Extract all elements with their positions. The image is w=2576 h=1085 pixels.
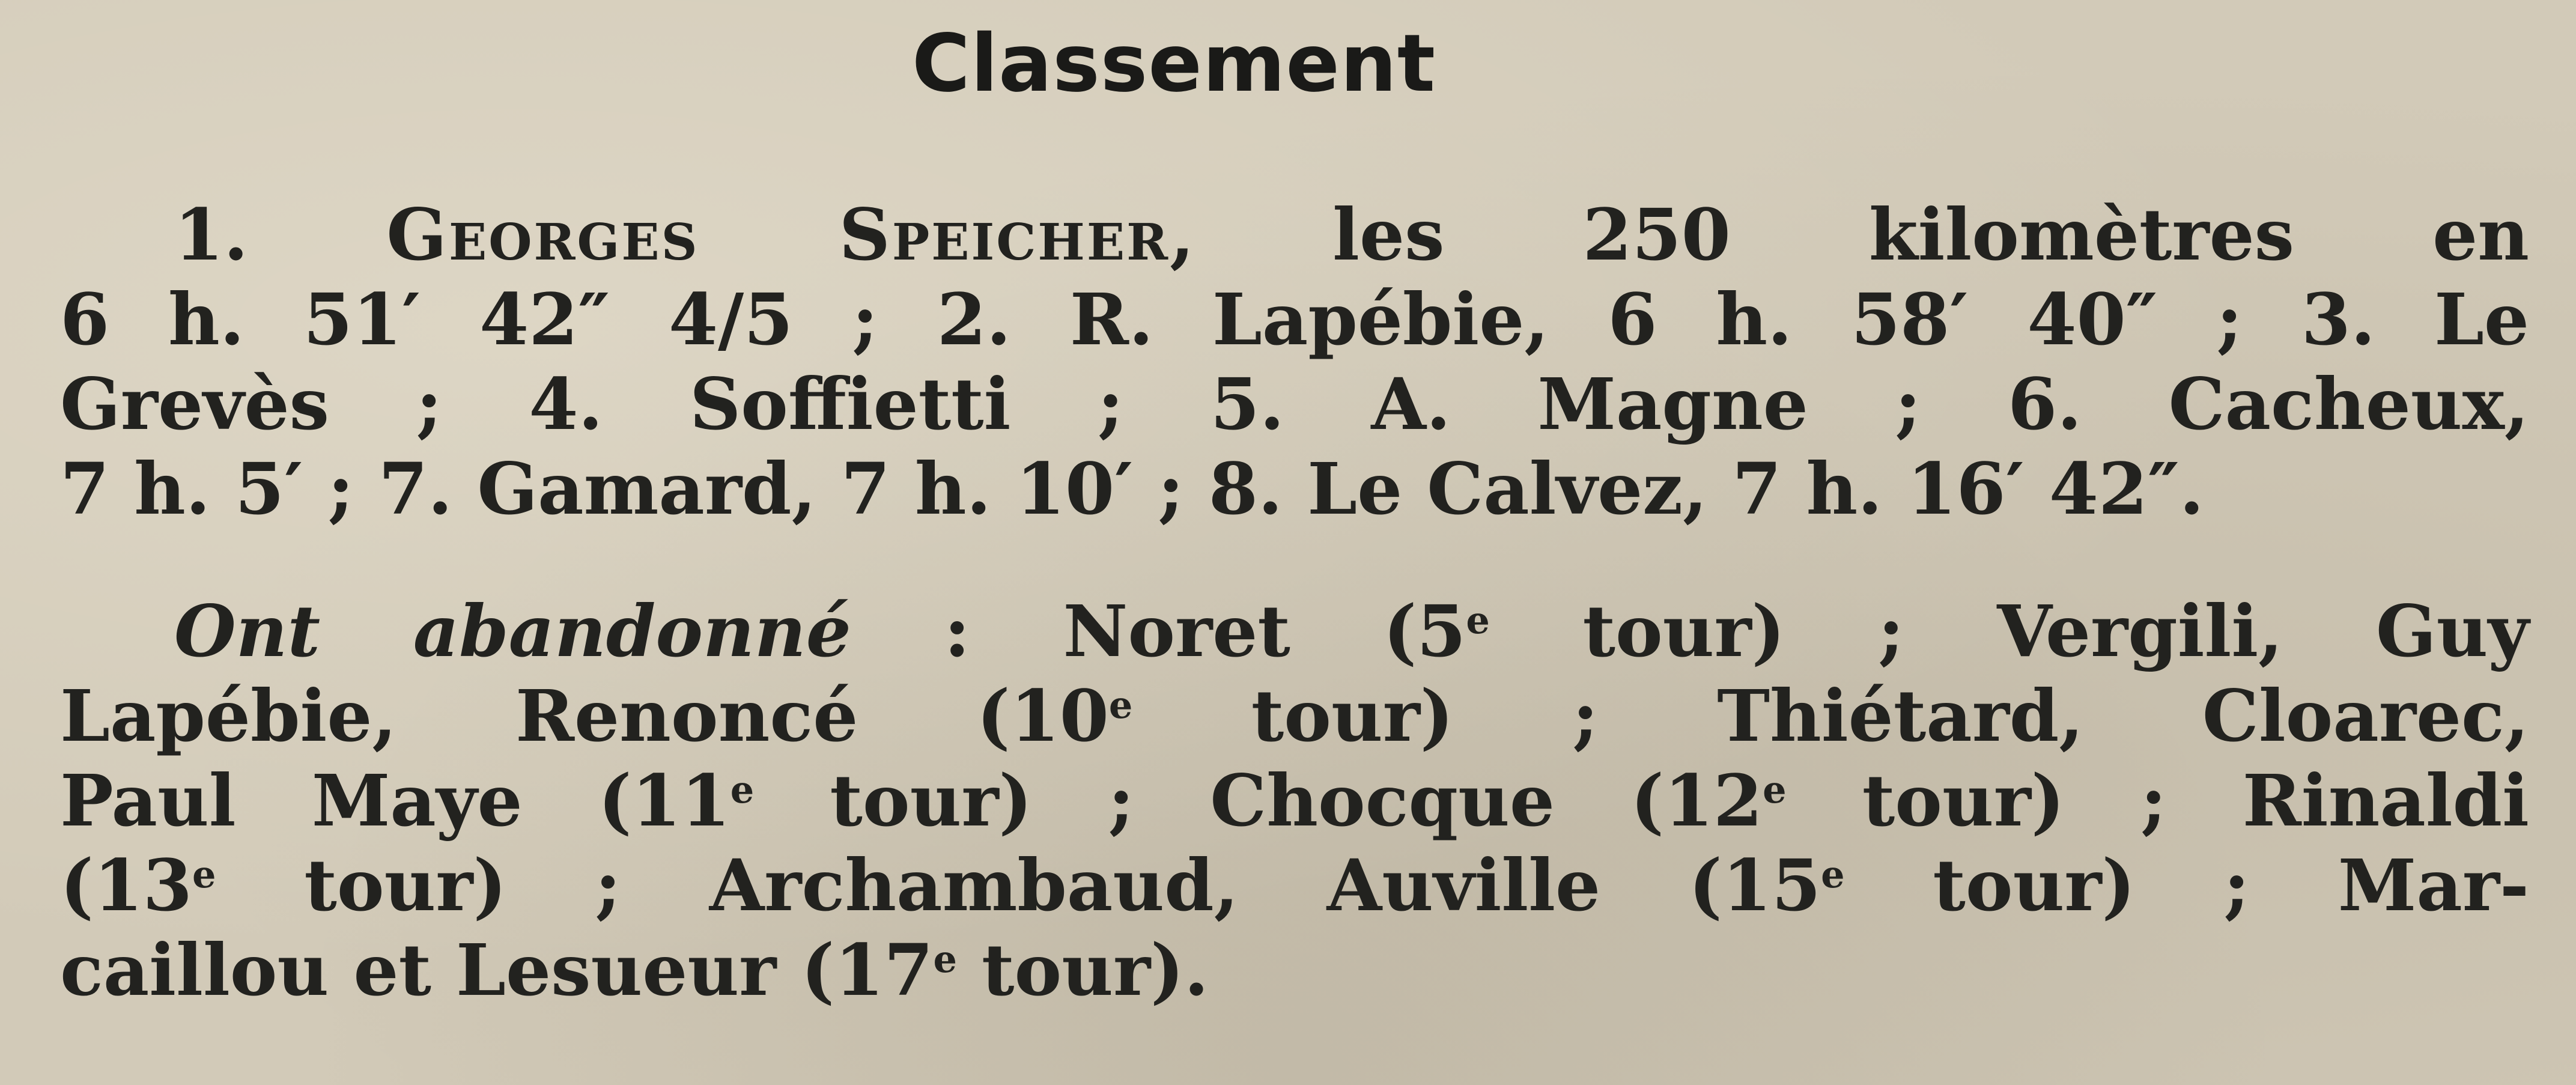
ranking-line-2: 6 h. 51′ 42″ 4/5 ; 2. R. Lapébie, 6 h. 58′ 40″ ; 3. Le <box>60 278 2529 361</box>
winner-name: Georges Speicher <box>386 193 1170 276</box>
abandons-text: Paul Maye (11 <box>60 759 731 842</box>
ordinal-suffix: e <box>933 937 957 981</box>
ordinal-suffix: e <box>1763 768 1787 812</box>
section-title: Classement <box>912 17 1436 110</box>
ranking-line-3: Grevès ; 4. Soffietti ; 5. A. Magne ; 6. Cacheux, <box>60 362 2529 446</box>
ranking-text: , les 250 kilomètres en <box>1170 193 2529 276</box>
abandons-line-3 <box>60 758 2529 843</box>
ranking-paragraph <box>60 192 2529 531</box>
abandons-line-4 <box>60 843 2529 928</box>
ranking-line-4: 7 h. 5′ ; 7. Gamard, 7 h. 10′ ; 8. Le Calvez, 7 h. 16′ 42″. <box>60 447 2204 530</box>
ordinal-suffix: e <box>192 852 216 896</box>
abandons-text: tour) ; Mar- <box>1844 843 2529 927</box>
abandons-line-5 <box>60 928 2529 1012</box>
ranking-line-1 <box>60 192 2529 277</box>
abandons-line-2 <box>60 673 2529 758</box>
abandons-text: tour) ; Archambaud, Auville (15 <box>216 843 1821 927</box>
abandons-text: tour) ; Rinaldi <box>1786 759 2530 842</box>
abandons-text: caillou et Lesueur (17 <box>60 928 934 1012</box>
abandons-line-1 <box>60 589 2529 673</box>
abandons-text: Lapébie, Renoncé (10 <box>60 674 1109 758</box>
abandons-text: tour) ; Thiétard, Cloarec, <box>1132 674 2529 758</box>
ordinal-suffix: e <box>730 768 755 812</box>
abandons-label: Ont abandonné <box>174 589 851 673</box>
abandons-text: (13 <box>60 843 193 927</box>
abandons-text: tour) ; Vergili, Guy <box>1489 589 2529 673</box>
abandons-text: : Noret (5 <box>851 589 1466 673</box>
rank-number: 1. <box>174 193 387 276</box>
abandons-paragraph <box>60 589 2529 1012</box>
ordinal-suffix: e <box>1108 683 1133 727</box>
ordinal-suffix: e <box>1821 852 1845 896</box>
abandons-text: tour) ; Chocque (12 <box>754 759 1763 842</box>
abandons-text: tour). <box>956 928 1209 1012</box>
ordinal-suffix: e <box>1466 598 1490 642</box>
